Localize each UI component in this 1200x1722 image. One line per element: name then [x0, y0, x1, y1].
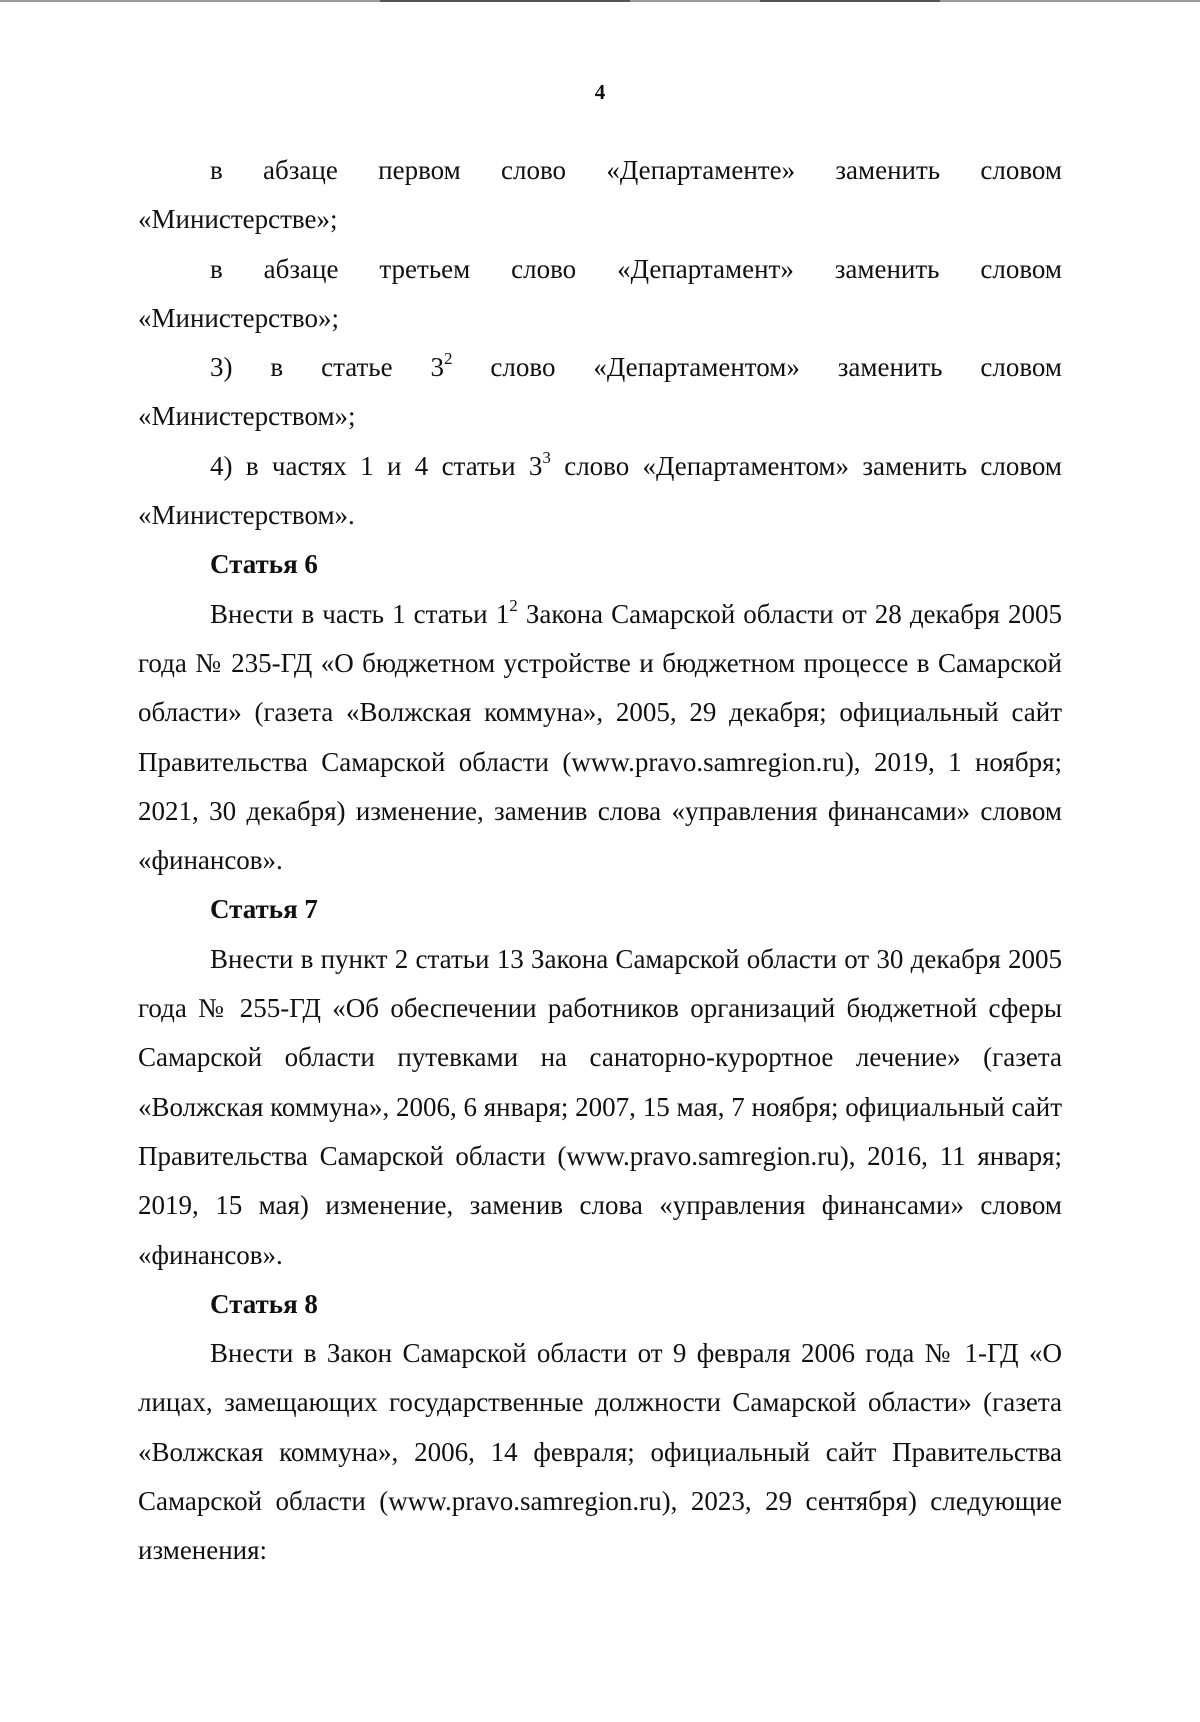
- paragraph-article-7: [138, 935, 1062, 1280]
- paragraph-text: Закона Самарской области от 28 декабря 2005 года № 235-ГД «О бюджетном устройстве и бюджетном процессе в Самарской области» (газета «Волжская коммуна», 2005, 29 декабря; официальный сайт Правительства Самарской области (www.pravo.samregion.ru), 2019, 1 ноября; 2021, 30 декабря) изменение, заменив слова «управления финансами» словом «финансов».: [138, 598, 1062, 876]
- paragraph-item-4: [138, 442, 1062, 541]
- paragraph-article-8: [138, 1329, 1062, 1575]
- superscript: 2: [509, 595, 518, 615]
- paragraph-text: слово «Департаментом» заменить словом «Министерством».: [138, 450, 1062, 531]
- paragraph-text: Внести в Закон Самарской области от 9 февраля 2006 года № 1-ГД «О лицах, замещающих государственные должности Самарской области» (газета «Волжская коммуна», 2006, 14 февраля; официальный сайт Правительства Самарской области (www.pravo.samregion.ru), 2023, 29 сентября) следующие изменения:: [138, 1338, 1062, 1566]
- paragraph-text: 4) в частях 1 и 4 статьи 3: [210, 450, 543, 481]
- superscript: 3: [542, 447, 551, 467]
- document-body: [138, 146, 1062, 1576]
- article-heading-7: Статья 7: [210, 894, 318, 925]
- paragraph-text: в абзаце третьем слово «Департамент» заменить словом «Министерство»;: [138, 253, 1062, 333]
- paragraph-text: 3) в статье 3: [210, 352, 444, 383]
- paragraph-text: в абзаце первом слово «Департаменте» заменить словом «Министерстве»;: [138, 155, 1062, 235]
- superscript: 2: [444, 349, 453, 369]
- paragraph-abzac-tretii: [138, 245, 1062, 344]
- paragraph-text: Внести в пункт 2 статьи 13 Закона Самарской области от 30 декабря 2005 года № 255-ГД «Об обеспечении работников организаций бюджетной сферы Самарской области путевками на санаторно-курортное лечение» (газета «Волжская коммуна», 2006, 6 января; 2007, 15 мая, 7 ноября; официальный сайт Правительства Самарской области (www.pravo.samregion.ru), 2016, 11 января; 2019, 15 мая) изменение, заменив слова «управления финансами» словом «финансов».: [138, 943, 1062, 1270]
- paragraph-text: слово «Департаментом» заменить словом «Министерством»;: [138, 352, 1062, 432]
- article-heading-8: Статья 8: [210, 1288, 318, 1319]
- paragraph-item-3: [138, 343, 1062, 442]
- page-number: 4: [594, 80, 606, 104]
- article-heading-6: Статья 6: [210, 549, 318, 580]
- scan-edge-mark: [380, 0, 630, 2]
- scan-edge-mark: [760, 0, 940, 2]
- paragraph-text: Внести в часть 1 статьи 1: [210, 598, 510, 629]
- paragraph-article-6: [138, 590, 1062, 886]
- paragraph-abzac-pervyi: [138, 146, 1062, 245]
